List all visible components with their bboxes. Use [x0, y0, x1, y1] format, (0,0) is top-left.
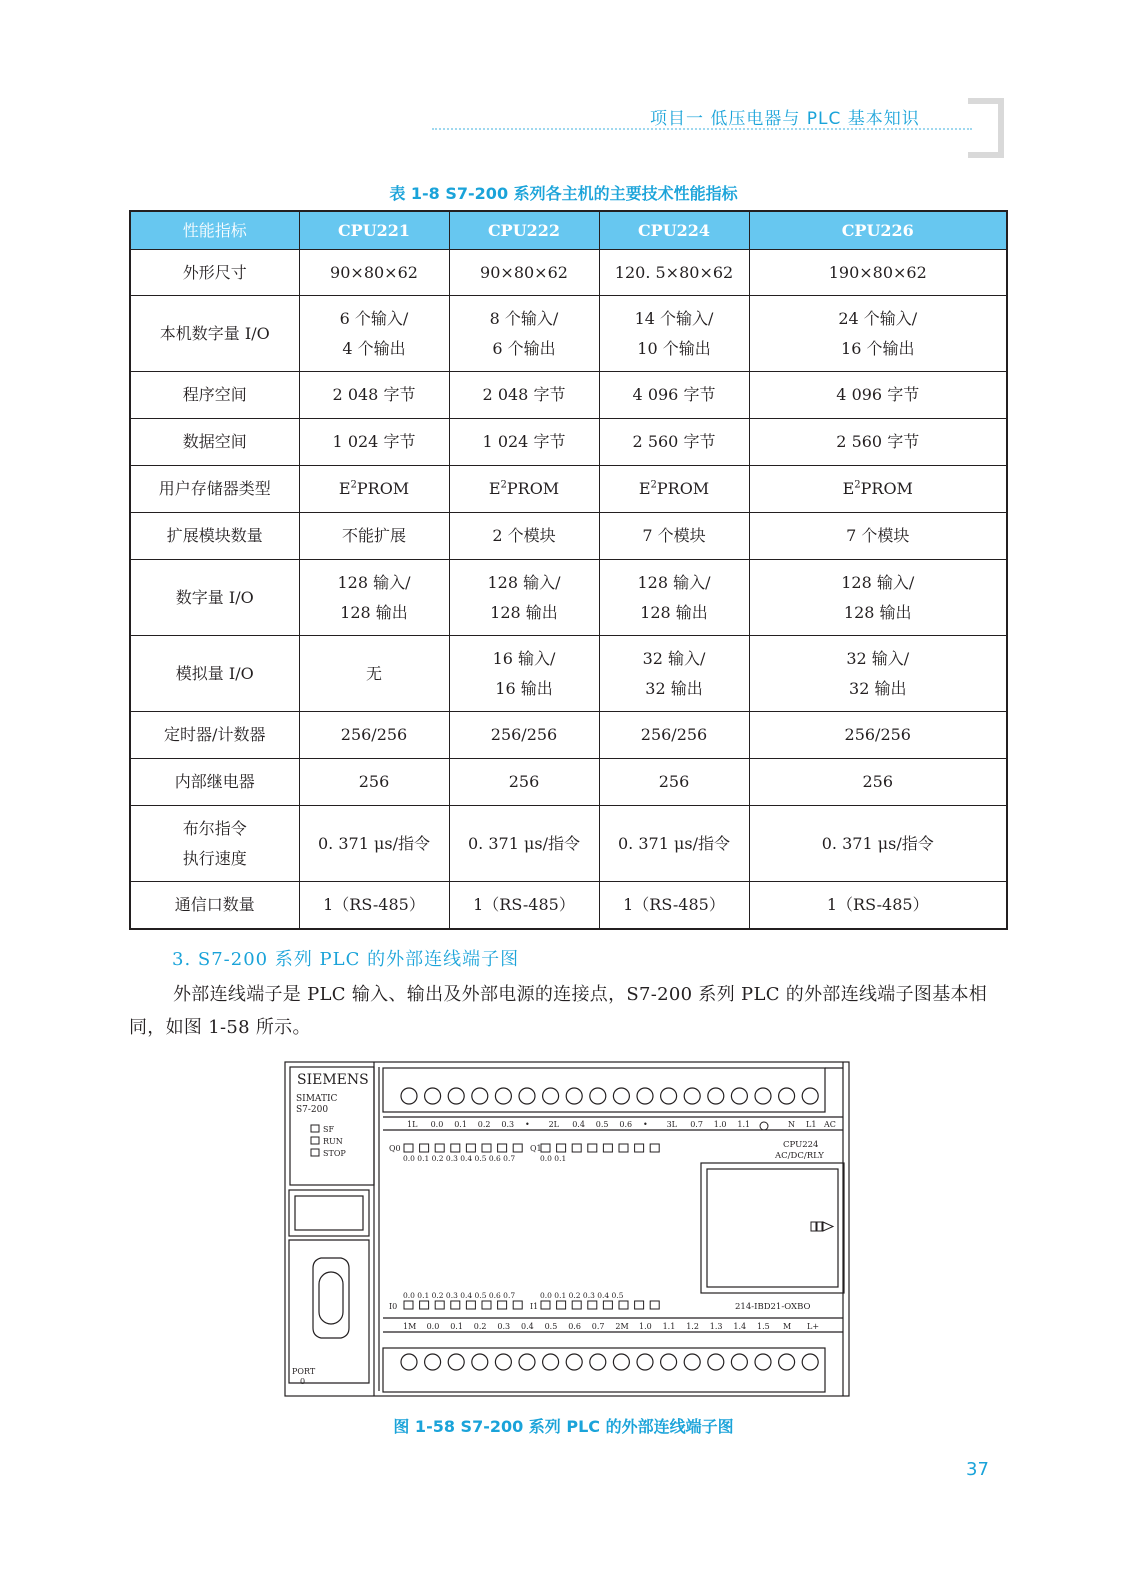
- top-terminal-labels: [407, 1120, 836, 1129]
- table-row: [130, 372, 1007, 419]
- value-cell: [299, 372, 449, 419]
- value-cell: [749, 806, 1007, 882]
- terminal-label: 0.2: [473, 1322, 487, 1331]
- io-indicator-boxes: [404, 1144, 659, 1309]
- terminal-label: 0.3: [501, 1120, 515, 1129]
- value-cell: [599, 712, 749, 759]
- table-row: [130, 759, 1007, 806]
- terminal-screw: [401, 1088, 417, 1104]
- value-text: 256: [358, 772, 390, 791]
- figure-caption: 图 1-58 S7-200 系列 PLC 的外部连线端子图: [393, 1417, 734, 1436]
- table-header-cell: CPU226: [749, 211, 1007, 250]
- row-label-cell: [130, 806, 299, 882]
- terminal-label: 2M: [615, 1322, 629, 1331]
- value-text: $E^2PROM$: [488, 479, 560, 498]
- terminal-screw: [519, 1354, 535, 1370]
- cpu-name: CPU224: [783, 1140, 819, 1150]
- value-cell: [749, 372, 1007, 419]
- terminal-screw: [448, 1088, 464, 1104]
- io-indicator-box: [572, 1301, 581, 1309]
- value-text: 8 个输入/: [489, 308, 559, 328]
- value-text: 4 个输出: [342, 338, 406, 358]
- value-text: 120. 5×80×62: [614, 262, 734, 282]
- terminal-screw: [637, 1088, 653, 1104]
- io-indicator-box: [650, 1301, 659, 1309]
- row-label-text: 用户存储器类型: [158, 479, 271, 498]
- terminal-screw: [472, 1354, 488, 1370]
- cpu-type: AC/DC/RLY: [775, 1151, 824, 1161]
- led-indicator: [311, 1137, 319, 1144]
- value-cell: [599, 882, 749, 929]
- value-cell: [299, 296, 449, 372]
- value-text: 4 096 字节: [836, 385, 920, 404]
- page-number: 37: [966, 1459, 989, 1480]
- terminal-label: 1L: [407, 1120, 418, 1129]
- value-text: 128 输出: [490, 602, 558, 622]
- terminal-screw: [495, 1354, 511, 1370]
- terminal-screw: [779, 1088, 795, 1104]
- value-cell: [599, 759, 749, 806]
- terminal-label: 0.5: [544, 1322, 558, 1331]
- terminal-screw: [731, 1354, 747, 1370]
- value-cell: [449, 759, 599, 806]
- terminal-screw: [401, 1354, 417, 1370]
- io-indicator-box: [420, 1301, 429, 1309]
- value-text: $E^2PROM$: [338, 479, 410, 498]
- io-indicator-box: [603, 1144, 612, 1152]
- value-text: 1 024 字节: [332, 432, 416, 451]
- header-dotted-rule: [432, 128, 972, 130]
- row-label-cell: [130, 466, 299, 513]
- io-indicator-box: [619, 1301, 628, 1309]
- value-text: 4 096 字节: [632, 385, 716, 404]
- terminal-label: M: [783, 1322, 792, 1331]
- running-header-title: 项目一 低压电器与 PLC 基本知识: [650, 109, 920, 129]
- terminal-screw: [637, 1354, 653, 1370]
- terminal-label: 0.5: [595, 1120, 609, 1129]
- terminal-screw: [448, 1354, 464, 1370]
- top-terminal-block: [383, 1068, 825, 1112]
- value-cell: [299, 513, 449, 560]
- value-text: 无: [365, 663, 382, 683]
- brand-label: SIEMENS: [297, 1072, 369, 1088]
- value-text: 128 输出: [340, 602, 408, 622]
- row-label-text: 定时器/计数器: [164, 725, 266, 744]
- value-cell: [599, 636, 749, 712]
- value-cell: [599, 560, 749, 636]
- ground-icon: [760, 1122, 768, 1130]
- value-text: 32 输出: [849, 678, 907, 698]
- q0-label: Q0: [389, 1144, 401, 1153]
- io-indicator-box: [466, 1301, 475, 1309]
- value-text: 190×80×62: [828, 262, 927, 282]
- io-indicator-box: [650, 1144, 659, 1152]
- terminal-label: N: [788, 1120, 795, 1129]
- i1-bits: 0.0 0.1 0.2 0.3 0.4 0.5: [540, 1291, 624, 1300]
- status-leds: [311, 1125, 346, 1158]
- row-label-cell: [130, 250, 299, 296]
- terminal-label: 1M: [403, 1322, 417, 1331]
- value-text: 128 输入/: [337, 572, 411, 592]
- q0-bits: 0.0 0.1 0.2 0.3 0.4 0.5 0.6 0.7: [403, 1154, 516, 1163]
- value-cell: [599, 296, 749, 372]
- row-label-text: 数据空间: [182, 432, 247, 451]
- table-row: [130, 882, 1007, 929]
- led-indicator: [311, 1125, 319, 1132]
- io-indicator-box: [588, 1301, 597, 1309]
- row-label-text: 扩展模块数量: [166, 526, 263, 545]
- value-text: 1 024 字节: [482, 432, 566, 451]
- row-label-cell: [130, 419, 299, 466]
- io-indicator-box: [466, 1144, 475, 1152]
- terminal-screw: [755, 1088, 771, 1104]
- value-cell: [449, 250, 599, 296]
- value-text: 1（RS-485）: [826, 894, 929, 914]
- io-indicator-box: [498, 1301, 507, 1309]
- io-indicator-box: [572, 1144, 581, 1152]
- value-text: 256/256: [844, 725, 911, 744]
- io-indicator-box: [619, 1144, 628, 1152]
- value-cell: [749, 466, 1007, 513]
- header-corner-mark: [968, 98, 1004, 158]
- io-indicator-box: [513, 1144, 522, 1152]
- terminal-label: 1.0: [639, 1322, 652, 1331]
- table-row: [130, 636, 1007, 712]
- row-label-text: 内部继电器: [174, 772, 255, 791]
- terminal-screw: [590, 1354, 606, 1370]
- value-text: 16 输入/: [492, 648, 556, 668]
- value-text: 32 输入/: [642, 648, 706, 668]
- value-cell: [449, 513, 599, 560]
- terminal-screw: [519, 1088, 535, 1104]
- value-text: $E^2PROM$: [638, 479, 710, 498]
- row-label-cell: [130, 759, 299, 806]
- value-text: 14 个输入/: [634, 308, 714, 328]
- value-cell: [449, 560, 599, 636]
- value-cell: [449, 466, 599, 513]
- value-text: 128 输出: [843, 602, 912, 622]
- q1-label: Q1: [530, 1144, 542, 1153]
- terminal-label: L1: [806, 1120, 817, 1129]
- terminal-screw: [472, 1088, 488, 1104]
- value-cell: [749, 712, 1007, 759]
- terminal-label: 0.7: [690, 1120, 703, 1129]
- row-label-text: 程序空间: [182, 385, 247, 404]
- terminal-label: AC: [824, 1120, 836, 1129]
- terminal-label: 1.3: [709, 1322, 723, 1331]
- value-cell: [449, 372, 599, 419]
- terminal-screw: [684, 1088, 700, 1104]
- value-cell: [299, 250, 449, 296]
- table-row: [130, 466, 1007, 513]
- terminal-screw: [708, 1354, 724, 1370]
- led-label: RUN: [323, 1137, 343, 1146]
- io-indicator-box: [541, 1144, 550, 1152]
- terminal-screw: [684, 1354, 700, 1370]
- terminal-screw: [425, 1088, 441, 1104]
- io-indicator-box: [603, 1301, 612, 1309]
- i0-label: I0: [389, 1302, 398, 1311]
- value-text: 90×80×62: [480, 262, 568, 282]
- value-text: 1（RS-485）: [623, 894, 725, 914]
- row-label-text: 外形尺寸: [182, 262, 247, 282]
- value-text: 不能扩展: [341, 526, 406, 545]
- model-line1: SIMATIC: [296, 1094, 338, 1104]
- io-indicator-box: [451, 1144, 460, 1152]
- value-cell: [599, 466, 749, 513]
- io-indicator-box: [482, 1144, 491, 1152]
- io-indicator-box: [513, 1301, 522, 1309]
- memory-cartridge-slot: [289, 1190, 369, 1236]
- port-panel: [289, 1240, 369, 1383]
- terminal-screw: [708, 1088, 724, 1104]
- terminal-label: 1.4: [733, 1322, 747, 1331]
- model-line2: S7-200: [296, 1105, 329, 1115]
- value-cell: [299, 882, 449, 929]
- value-cell: [299, 419, 449, 466]
- terminal-label: •: [525, 1120, 530, 1129]
- body-paragraph: 外部连线端子是 PLC 输入、输出及外部电源的连接点，S7-200 系列 PLC 的外部连线端子图基本相同，如图 1-58 所示。: [129, 984, 988, 1038]
- row-label-cell: [130, 513, 299, 560]
- value-cell: [599, 250, 749, 296]
- row-label-text: 模拟量 I/O: [175, 663, 254, 683]
- value-cell: [299, 806, 449, 882]
- value-text: 24 个输入/: [838, 308, 918, 328]
- row-label-text: 数字量 I/O: [175, 587, 254, 607]
- value-text: 10 个输出: [637, 338, 711, 358]
- io-indicator-box: [635, 1301, 644, 1309]
- value-cell: [299, 712, 449, 759]
- bottom-screw-row: [401, 1354, 818, 1370]
- terminal-label: 0.1: [454, 1120, 467, 1129]
- io-indicator-box: [557, 1144, 566, 1152]
- terminal-screw: [802, 1088, 818, 1104]
- value-text: 16 个输出: [841, 338, 915, 358]
- terminal-screw: [779, 1354, 795, 1370]
- table-row: [130, 296, 1007, 372]
- value-text: 16 输出: [495, 678, 553, 698]
- terminal-label: 3L: [666, 1120, 678, 1129]
- terminal-screw: [613, 1354, 629, 1370]
- terminal-label: 0.6: [619, 1120, 633, 1129]
- terminal-label: 0.1: [450, 1322, 463, 1331]
- value-cell: [749, 419, 1007, 466]
- terminal-screw: [661, 1088, 677, 1104]
- terminal-label: 1.1: [662, 1322, 676, 1331]
- row-label-cell: [130, 296, 299, 372]
- port-label: PORT: [292, 1367, 316, 1376]
- terminal-label: 1.2: [686, 1322, 699, 1331]
- row-label-cell: [130, 712, 299, 759]
- value-text: 1（RS-485）: [323, 894, 425, 914]
- terminal-screw: [566, 1354, 582, 1370]
- terminal-screw: [755, 1354, 771, 1370]
- row-label-cell: [130, 882, 299, 929]
- value-cell: [599, 419, 749, 466]
- i1-label: I1: [530, 1302, 539, 1311]
- plc-terminal-diagram: [283, 1060, 853, 1400]
- value-cell: [599, 806, 749, 882]
- value-cell: [449, 712, 599, 759]
- value-text: 2 560 字节: [836, 432, 920, 451]
- terminal-screw: [802, 1354, 818, 1370]
- terminal-screw: [731, 1088, 747, 1104]
- value-text: 2 560 字节: [632, 432, 716, 451]
- terminal-label: 0.2: [477, 1120, 491, 1129]
- value-text: 0. 371 μs/指令: [618, 833, 730, 853]
- io-indicator-box: [541, 1301, 550, 1309]
- value-text: 256: [862, 772, 894, 791]
- value-cell: [749, 882, 1007, 929]
- led-label: STOP: [323, 1149, 346, 1158]
- terminal-screw: [425, 1354, 441, 1370]
- value-text: $E^2PROM$: [842, 479, 913, 498]
- led-indicator: [311, 1149, 319, 1156]
- spec-table: [129, 210, 1008, 930]
- table-row: [130, 560, 1007, 636]
- value-text: 256: [508, 772, 540, 791]
- table-header-cell: 性能指标: [130, 211, 299, 250]
- value-text: 256/256: [640, 725, 708, 744]
- table-row: [130, 250, 1007, 296]
- value-cell: [299, 759, 449, 806]
- value-cell: [299, 560, 449, 636]
- terminal-label: L+: [807, 1322, 820, 1331]
- terminal-screw: [613, 1088, 629, 1104]
- value-text: 256/256: [340, 725, 408, 744]
- value-text: 2 048 字节: [332, 385, 416, 404]
- value-cell: [299, 466, 449, 513]
- value-text: 7 个模块: [846, 526, 910, 545]
- terminal-screw: [543, 1354, 559, 1370]
- value-text: 128 输入/: [637, 572, 711, 592]
- terminal-label: 1.1: [737, 1120, 751, 1129]
- table-row: [130, 419, 1007, 466]
- port-number: 0: [300, 1377, 306, 1386]
- value-cell: [449, 636, 599, 712]
- terminal-screw: [566, 1088, 582, 1104]
- terminal-label: 2L: [548, 1120, 560, 1129]
- io-indicator-box: [451, 1301, 460, 1309]
- value-text: 2 048 字节: [482, 385, 566, 404]
- io-indicator-box: [404, 1301, 413, 1309]
- table-body: [130, 250, 1007, 929]
- io-indicator-box: [435, 1301, 444, 1309]
- terminal-label: 0.7: [591, 1322, 605, 1331]
- table-row: [130, 806, 1007, 882]
- row-label-cell: [130, 560, 299, 636]
- value-text: 32 输出: [645, 678, 703, 698]
- table-header-cell: CPU221: [299, 211, 449, 250]
- terminal-label: 0.4: [521, 1322, 534, 1331]
- value-cell: [749, 250, 1007, 296]
- value-text: 2 个模块: [492, 526, 556, 545]
- terminal-label: 0.3: [497, 1322, 511, 1331]
- terminal-screw: [543, 1088, 559, 1104]
- table-row: [130, 513, 1007, 560]
- value-text: 1（RS-485）: [473, 894, 575, 914]
- terminal-label: 0.4: [572, 1120, 585, 1129]
- terminal-label: 1.5: [757, 1322, 770, 1331]
- terminal-screw: [661, 1354, 677, 1370]
- row-label-text: 本机数字量 I/O: [159, 323, 270, 343]
- io-indicator-box: [635, 1144, 644, 1152]
- row-label-text: 布尔指令: [182, 818, 247, 838]
- value-text: 32 输入/: [846, 648, 910, 668]
- value-cell: [449, 419, 599, 466]
- io-indicator-box: [557, 1301, 566, 1309]
- value-text: 256: [658, 772, 690, 791]
- top-screw-row: [401, 1088, 818, 1104]
- section-heading: 3. S7-200 系列 PLC 的外部连线端子图: [172, 949, 520, 970]
- table-header-cell: CPU222: [449, 211, 599, 250]
- value-cell: [599, 513, 749, 560]
- io-indicator-box: [482, 1301, 491, 1309]
- value-cell: [599, 372, 749, 419]
- io-indicator-box: [435, 1144, 444, 1152]
- terminal-screw: [495, 1088, 511, 1104]
- value-cell: [749, 513, 1007, 560]
- table-caption: 表 1-8 S7-200 系列各主机的主要技术性能指标: [389, 184, 738, 203]
- row-label-text: 执行速度: [182, 848, 247, 868]
- row-label-text: 通信口数量: [174, 894, 255, 914]
- value-text: 90×80×62: [330, 262, 418, 282]
- io-indicator-box: [404, 1144, 413, 1152]
- value-text: 6 个输入/: [339, 308, 409, 328]
- expansion-connector-icon: [811, 1222, 833, 1231]
- value-cell: [449, 882, 599, 929]
- led-label: SF: [323, 1125, 335, 1134]
- terminal-label: 1.0: [713, 1120, 727, 1129]
- value-text: 256/256: [490, 725, 558, 744]
- table-header-cell: CPU224: [599, 211, 749, 250]
- i0-bits: 0.0 0.1 0.2 0.3 0.4 0.5 0.6 0.7: [403, 1291, 516, 1300]
- terminal-label: 0.0: [426, 1322, 440, 1331]
- terminal-label: 0.0: [430, 1120, 444, 1129]
- value-text: 0. 371 μs/指令: [318, 833, 430, 853]
- value-text: 0. 371 μs/指令: [821, 833, 934, 853]
- value-cell: [449, 806, 599, 882]
- value-cell: [449, 296, 599, 372]
- io-indicator-box: [420, 1144, 429, 1152]
- value-cell: [749, 759, 1007, 806]
- value-text: 128 输入/: [841, 572, 915, 592]
- terminal-screw: [590, 1088, 606, 1104]
- value-text: 7 个模块: [642, 526, 706, 545]
- port-connector: [313, 1258, 349, 1338]
- value-text: 128 输入/: [487, 572, 561, 592]
- terminal-label: •: [643, 1120, 648, 1129]
- value-cell: [749, 296, 1007, 372]
- value-text: 0. 371 μs/指令: [468, 833, 580, 853]
- q1-bits: 0.0 0.1: [540, 1154, 567, 1163]
- value-text: 128 输出: [640, 602, 708, 622]
- value-cell: [299, 636, 449, 712]
- table-header-row: [130, 211, 1007, 250]
- io-indicator-box: [588, 1144, 597, 1152]
- value-cell: [749, 636, 1007, 712]
- io-indicator-box: [498, 1144, 507, 1152]
- value-text: 6 个输出: [492, 338, 556, 358]
- order-number: 214-IBD21-OXBO: [735, 1302, 811, 1312]
- value-cell: [749, 560, 1007, 636]
- row-label-cell: [130, 636, 299, 712]
- bottom-terminal-labels: [403, 1322, 819, 1331]
- table-row: [130, 712, 1007, 759]
- row-label-cell: [130, 372, 299, 419]
- terminal-label: 0.6: [568, 1322, 581, 1331]
